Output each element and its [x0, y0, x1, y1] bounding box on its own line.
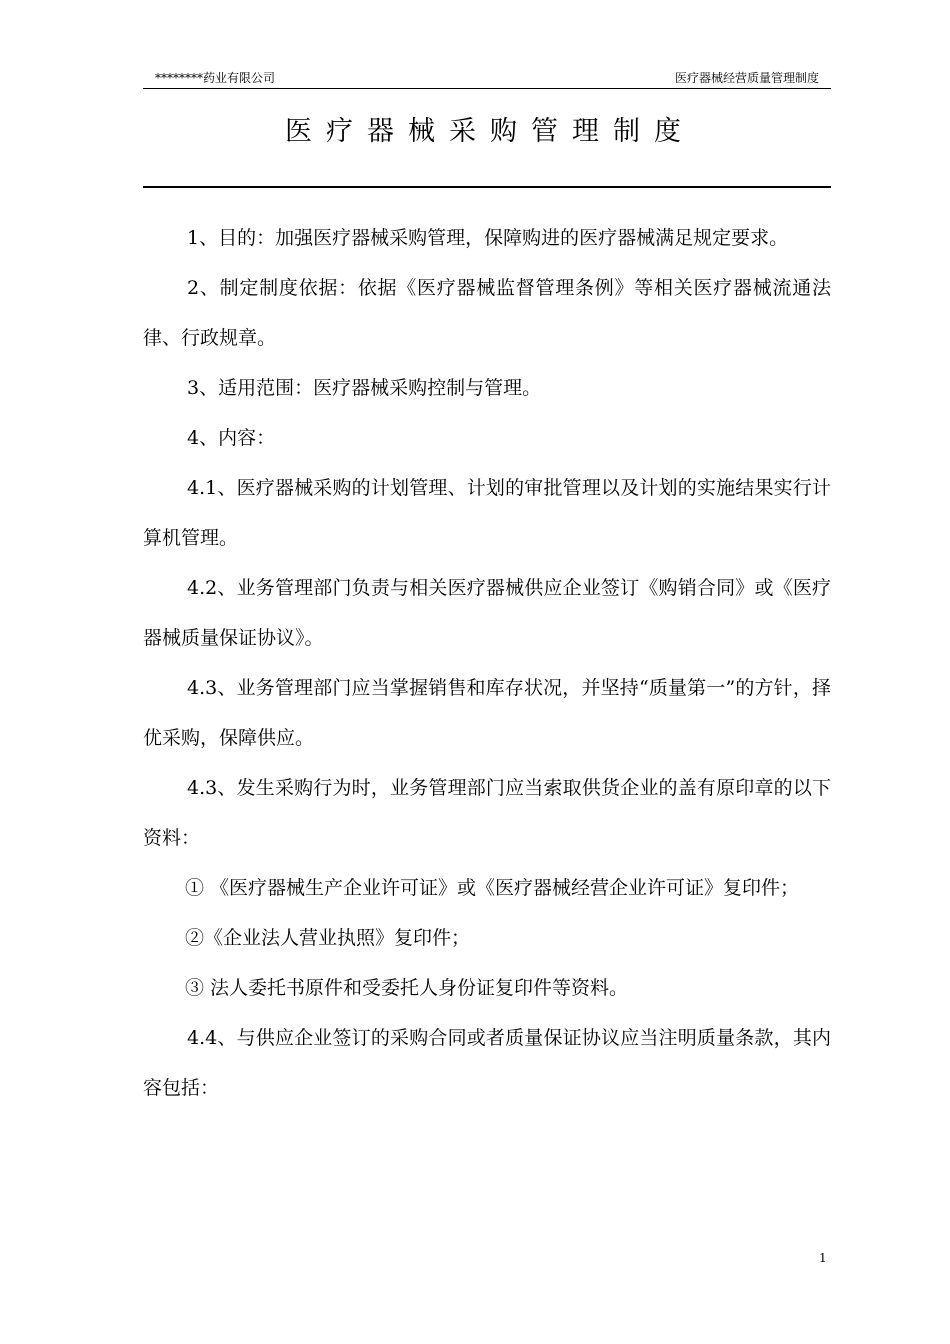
paragraph-4-4: 4.4、与供应企业签订的采购合同或者质量保证协议应当注明质量条款，其内容包括： — [143, 1027, 831, 1099]
paragraph-scope: 3、适用范围：医疗器械采购控制与管理。 — [187, 377, 542, 399]
header-company-name: ********药业有限公司 — [155, 71, 276, 85]
title-divider — [143, 186, 831, 188]
paragraph-4-2: 4.2、业务管理部门负责与相关医疗器械供应企业签订《购销合同》或《医疗器械质量保证协议》。 — [143, 577, 831, 649]
page-number: 1 — [819, 1251, 827, 1265]
header-document-series: 医疗器械经营质量管理制度 — [674, 71, 819, 85]
paragraph-4-3-b: 4.3、发生采购行为时，业务管理部门应当索取供货企业的盖有原印章的以下资料： — [143, 777, 831, 849]
paragraph-4-3-a: 4.3、业务管理部门应当掌握销售和库存状况，并坚持“质量第一”的方针，择优采购，保障供应。 — [143, 677, 831, 749]
document-body — [143, 213, 831, 1113]
list-item-license: ① 《医疗器械生产企业许可证》或《医疗器械经营企业许可证》复印件； — [185, 877, 800, 899]
document-title: 医疗器械采购管理制度 — [285, 116, 695, 147]
list-item-business-license: ②《企业法人营业执照》复印件； — [185, 927, 471, 949]
paragraph-content-heading: 4、内容： — [187, 427, 276, 449]
paragraph-4-1: 4.1、医疗器械采购的计划管理、计划的审批管理以及计划的实施结果实行计算机管理。 — [143, 477, 831, 549]
header-divider — [143, 88, 831, 89]
list-item-power-of-attorney: ③ 法人委托书原件和受委托人身份证复印件等资料。 — [185, 977, 629, 999]
page-header — [143, 70, 831, 90]
paragraph-purpose: 1、目的：加强医疗器械采购管理，保障购进的医疗器械满足规定要求。 — [187, 227, 789, 249]
paragraph-basis: 2、制定制度依据：依据《医疗器械监督管理条例》等相关医疗器械流通法律、行政规章。 — [143, 277, 831, 349]
